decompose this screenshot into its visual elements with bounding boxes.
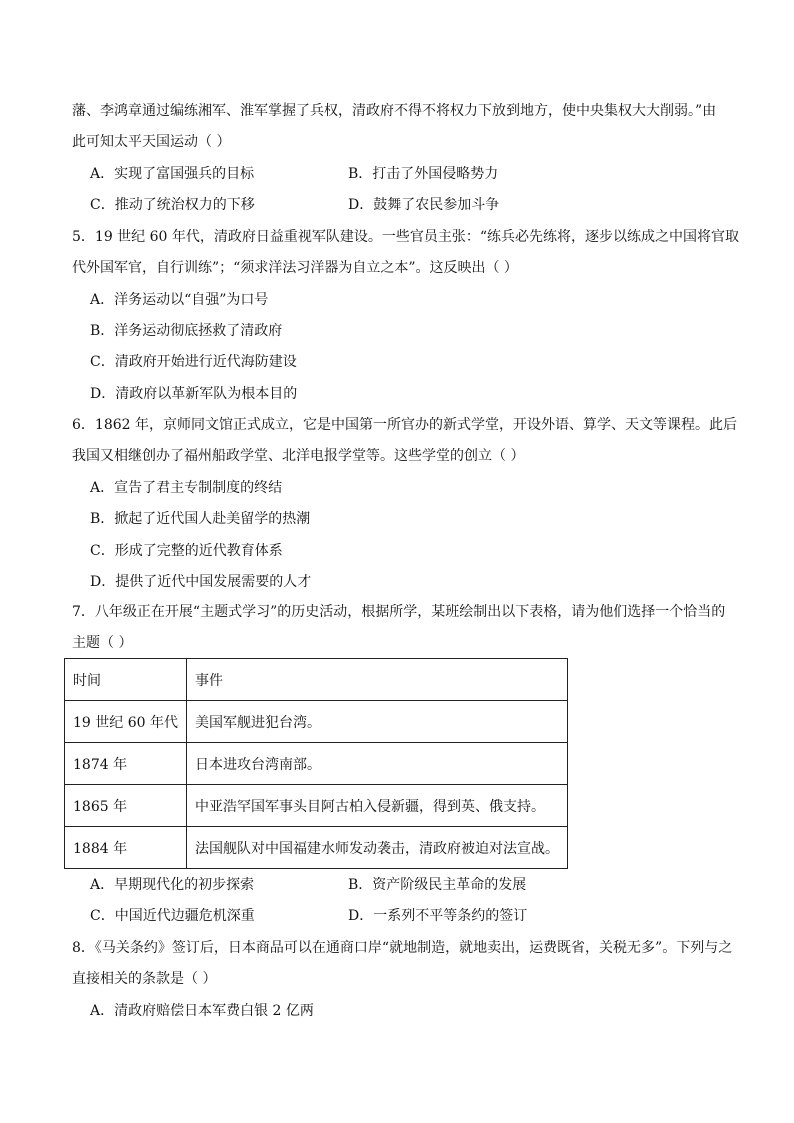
q4-option-a: A．实现了富国强兵的目标 [90,166,255,182]
q4-option-d: D．鼓舞了农民参加斗争 [348,197,500,213]
q4-stem-line2: 此可知太平天国运动（ ） [72,134,231,150]
q6-stem-line1: 6．1862 年，京师同文馆正式成立，它是中国第一所官办的新式学堂，开设外语、算学、天文等课程。此后 [72,417,737,433]
table-cell-event: 中亚浩罕国军事头目阿古柏入侵新疆，得到英、俄支持。 [186,785,567,827]
q7-option-a: A．早期现代化的初步探索 [90,877,255,893]
q8-option-a: A．清政府赔偿日本军费白银 2 亿两 [90,1003,314,1019]
table-cell-event: 日本进攻台湾南部。 [186,743,567,785]
q5-option-a: A．洋务运动以“自强”为口号 [90,292,269,308]
q6-option-d: D．提供了近代中国发展需要的人才 [90,574,312,590]
table-row [65,827,568,869]
q7-events-table [64,658,568,869]
q5-stem-line2: 代外国军官，自行训练”；“须求洋法习洋器为自立之本”。这反映出（ ） [72,260,518,276]
q6-option-c: C．形成了完整的近代教育体系 [90,543,283,559]
table-row [65,701,568,743]
table-cell-time: 19 世纪 60 年代 [65,701,187,743]
table-header-event: 事件 [186,659,567,701]
q5-option-d: D．清政府以革新军队为根本目的 [90,386,298,402]
q5-stem-line1: 5．19 世纪 60 年代，清政府日益重视军队建设。一些官员主张：“练兵必先练将，逐步以练成之中国将官取 [72,229,740,245]
q7-option-d: D．一系列不平等条约的签订 [348,908,528,924]
table-row [65,743,568,785]
table-header-row [65,659,568,701]
q7-stem-line2: 主题（ ） [72,635,133,651]
q5-option-b: B．洋务运动彻底拯救了清政府 [90,323,283,339]
q7-stem-line1: 7．八年级正在开展“主题式学习”的历史活动，根据所学，某班绘制出以下表格，请为他们选择一个恰当的 [72,604,726,620]
q4-option-c: C．推动了统治权力的下移 [90,197,255,213]
table-cell-time: 1874 年 [65,743,187,785]
table-cell-event: 美国军舰进犯台湾。 [186,701,567,743]
q5-option-c: C．清政府开始进行近代海防建设 [90,354,297,370]
q8-stem-line2: 直接相关的条款是（ ） [72,971,217,987]
q7-option-b: B．资产阶级民主革命的发展 [348,877,527,893]
q7-option-c: C．中国近代边疆危机深重 [90,908,255,924]
table-row [65,785,568,827]
q8-stem-line1: 8．《马关条约》签订后，日本商品可以在通商口岸“就地制造，就地卖出，运费既省，关税无多”。下列与之 [72,940,733,956]
q6-option-b: B．掀起了近代国人赴美留学的热潮 [90,511,311,527]
table-header-time: 时间 [65,659,187,701]
table-cell-time: 1865 年 [65,785,187,827]
q4-option-b: B．打击了外国侵略势力 [348,166,499,182]
q4-stem-line1: 藩、李鸿章通过编练湘军、淮军掌握了兵权，清政府不得不将权力下放到地方，使中央集权大大削弱。”由 [72,103,717,119]
table-cell-event: 法国舰队对中国福建水师发动袭击，清政府被迫对法宣战。 [186,827,567,869]
q6-stem-line2: 我国又相继创办了福州船政学堂、北洋电报学堂等。这些学堂的创立（ ） [72,448,525,464]
q6-option-a: A．宣告了君主专制制度的终结 [90,480,283,496]
table-cell-time: 1884 年 [65,827,187,869]
